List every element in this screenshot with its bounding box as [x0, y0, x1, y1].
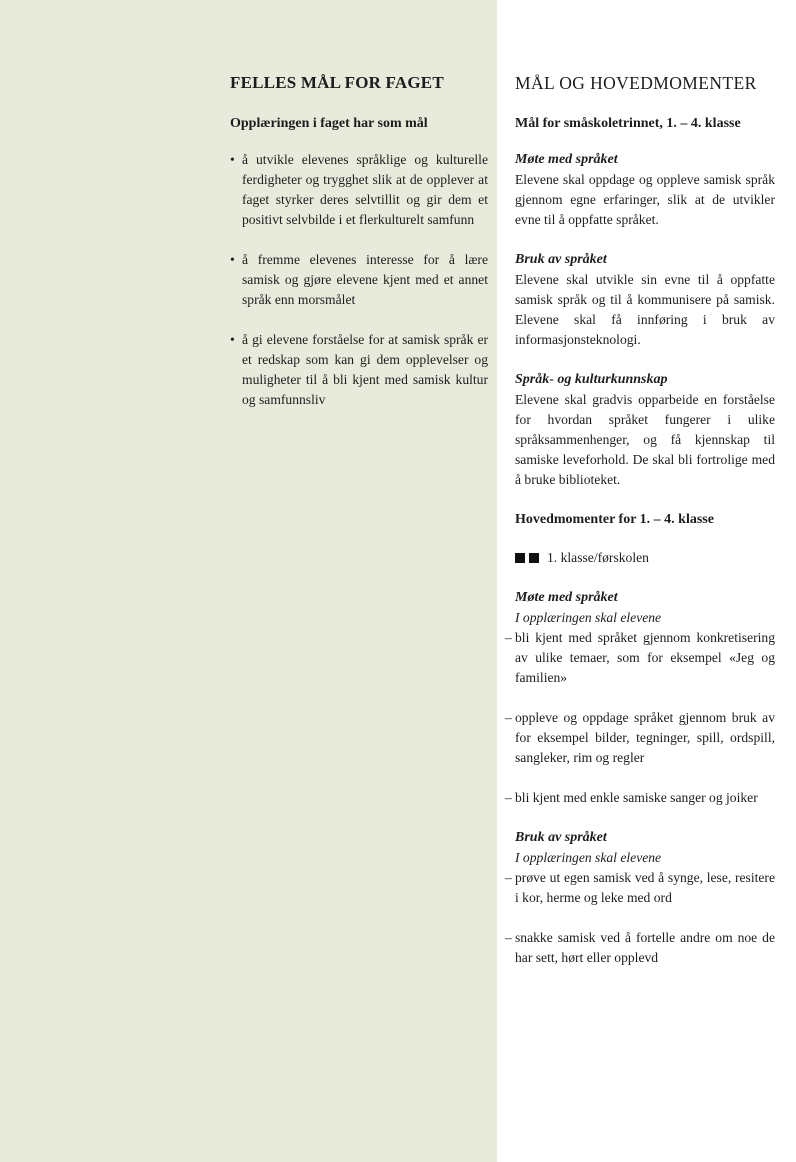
section-title: Språk- og kulturkunnskap: [515, 372, 668, 387]
goals-intro-subheading: Opplæringen i faget har som mål: [230, 116, 428, 131]
moment-title: Bruk av språket: [515, 830, 607, 845]
moment-intro: I opplæringen skal elevene: [515, 850, 662, 865]
right-column: [505, 72, 775, 968]
level-label: 1. klasse/førskolen: [547, 550, 649, 565]
goal-item: • å utvikle elevenes språklige og kulturelle ferdigheter og trygghet slik at de opplever at faget styrker deres selvtillit og gir dem et positivt selvbilde i et flerkulturelt samfunn: [230, 152, 488, 227]
smaskoletrinnet-subheading: Mål for småskoletrinnet, 1. – 4. klasse: [515, 116, 741, 131]
goal-section: [515, 370, 775, 490]
dash-icon: –: [505, 710, 512, 725]
bullet-icon: •: [230, 332, 235, 347]
list-item: – bli kjent med språket gjennom konkretisering av ulike temaer, som for eksempel «Jeg og familien»: [505, 630, 775, 685]
goal-section: [515, 250, 775, 350]
dash-icon: –: [505, 870, 512, 885]
square-marker-icon: [529, 553, 539, 563]
section-text: Elevene skal utvikle sin evne til å oppfatte samisk språk og til å kommunisere på samisk. Elevene skal få innføring i bruk av informasjonsteknologi.: [515, 272, 775, 347]
section-title: Bruk av språket: [515, 252, 607, 267]
bullet-icon: •: [230, 252, 235, 267]
list-item: – prøve ut egen samisk ved å synge, lese, resitere i kor, herme og leke med ord: [505, 870, 775, 905]
bullet-icon: •: [230, 152, 235, 167]
dash-icon: –: [505, 630, 512, 645]
list-item: – snakke samisk ved å fortelle andre om noe de har sett, hørt eller opplevd: [505, 930, 775, 965]
square-marker-icon: [515, 553, 525, 563]
mal-og-hovedmomenter-heading: MÅL OG HOVEDMOMENTER: [515, 73, 757, 93]
section-title: Møte med språket: [515, 152, 618, 167]
moment-section: [505, 828, 775, 968]
dash-icon: –: [505, 930, 512, 945]
level-marker: [515, 548, 775, 568]
moment-title: Møte med språket: [515, 590, 618, 605]
goal-section: [515, 150, 775, 230]
section-text: Elevene skal oppdage og oppleve samisk språk gjennom egne erfaringer, slik at de utvikler evne til å oppfatte språket.: [515, 172, 775, 227]
dash-icon: –: [505, 790, 512, 805]
left-column: [230, 72, 488, 410]
moment-list: [505, 628, 775, 808]
list-item: – oppleve og oppdage språket gjennom bruk av for eksempel bilder, tegninger, spill, ordspill, sangleker, rim og regler: [505, 710, 775, 765]
moment-section: [505, 588, 775, 808]
hovedmomenter-subheading: Hovedmomenter for 1. – 4. klasse: [515, 512, 714, 527]
felles-mal-heading: FELLES MÅL FOR FAGET: [230, 73, 444, 92]
section-text: Elevene skal gradvis opparbeide en forståelse for hvordan språket fungerer i ulike språksammenhenger, og få kjennskap til samiske leveforhold. De skal bli fortrolige med å bruke biblioteket.: [515, 392, 775, 487]
moment-list: [505, 868, 775, 968]
list-item: – bli kjent med enkle samiske sanger og joiker: [505, 788, 775, 808]
goal-item: • å gi elevene forståelse for at samisk språk er et redskap som kan gi dem opplevelser og muligheter til å bli kjent med samisk kultur og samfunnsliv: [230, 332, 488, 407]
goal-item: • å fremme elevenes interesse for å lære samisk og gjøre elevene kjent med et annet språk enn morsmålet: [230, 252, 488, 307]
goal-list: [230, 150, 488, 410]
moment-intro: I opplæringen skal elevene: [515, 610, 662, 625]
